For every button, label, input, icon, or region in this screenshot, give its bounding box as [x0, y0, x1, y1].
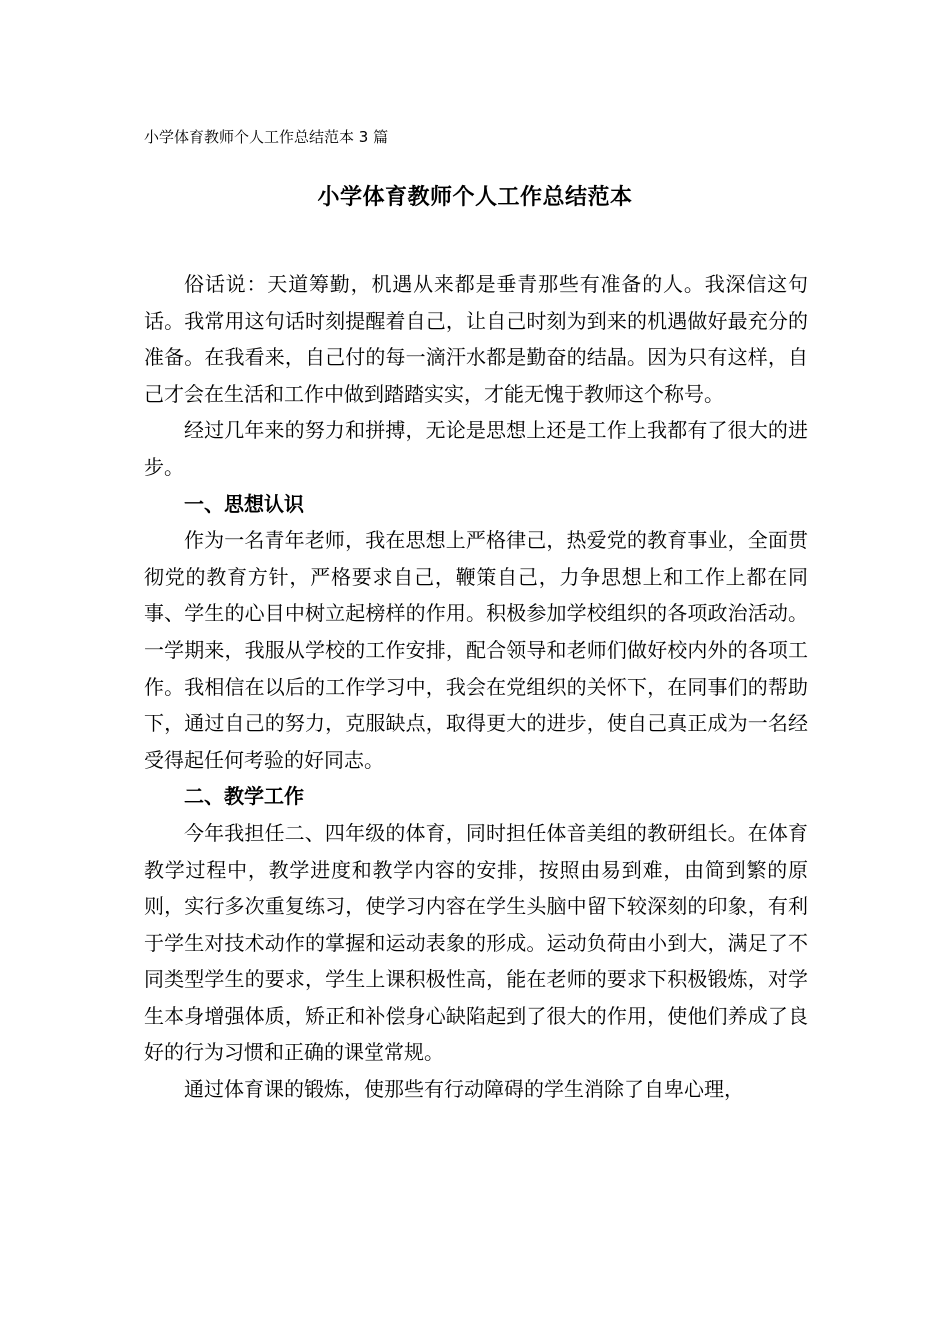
document-title: 小学体育教师个人工作总结范本: [317, 185, 633, 210]
document-body: [144, 266, 808, 1108]
paragraph-thought: 作为一名青年老师，我在思想上严格律己，热爱党的教育事业，全面贯彻党的教育方针，严格要求自己，鞭策自己，力争思想上和工作上都在同事、学生的心目中树立起榜样的作用。积极参加学校组织的各项政治活动。一学期来，我服从学校的工作安排，配合领导和老师们做好校内外的各项工作。我相信在以后的工作学习中，我会在党组织的关怀下，在同事们的帮助下，通过自己的努力，克服缺点，取得更大的进步，使自己真正成为一名经受得起任何考验的好同志。: [144, 528, 808, 772]
section-heading-teaching: 二、教学工作: [184, 784, 304, 809]
paragraph-exercise: 通过体育课的锻炼，使那些有行动障碍的学生消除了自卑心理，: [184, 1077, 744, 1102]
paragraph-progress: 经过几年来的努力和拼搏，无论是思想上还是工作上我都有了很大的进步。: [144, 418, 808, 479]
paragraph-intro: 俗话说：天道筹勤，机遇从来都是垂青那些有准备的人。我深信这句话。我常用这句话时刻提醒着自己，让自己时刻为到来的机遇做好最充分的准备。在我看来，自己付的每一滴汗水都是勤奋的结晶。因为只有这样，自己才会在生活和工作中做到踏踏实实，才能无愧于教师这个称号。: [144, 272, 808, 406]
section-heading-thought: 一、思想认识: [184, 491, 304, 516]
paragraph-teaching: 今年我担任二、四年级的体育，同时担任体音美组的教研组长。在体育教学过程中，教学进度和教学内容的安排，按照由易到难，由简到繁的原则，实行多次重复练习，使学习内容在学生头脑中留下较深刻的印象，有利于学生对技术动作的掌握和运动表象的形成。运动负荷由小到大，满足了不同类型学生的要求，学生上课积极性高，能在老师的要求下积极锻炼，对学生本身增强体质，矫正和补偿身心缺陷起到了很大的作用，使他们养成了良好的行为习惯和正确的课堂常规。: [144, 820, 808, 1065]
document-header: 小学体育教师个人工作总结范本 3 篇: [144, 128, 389, 146]
